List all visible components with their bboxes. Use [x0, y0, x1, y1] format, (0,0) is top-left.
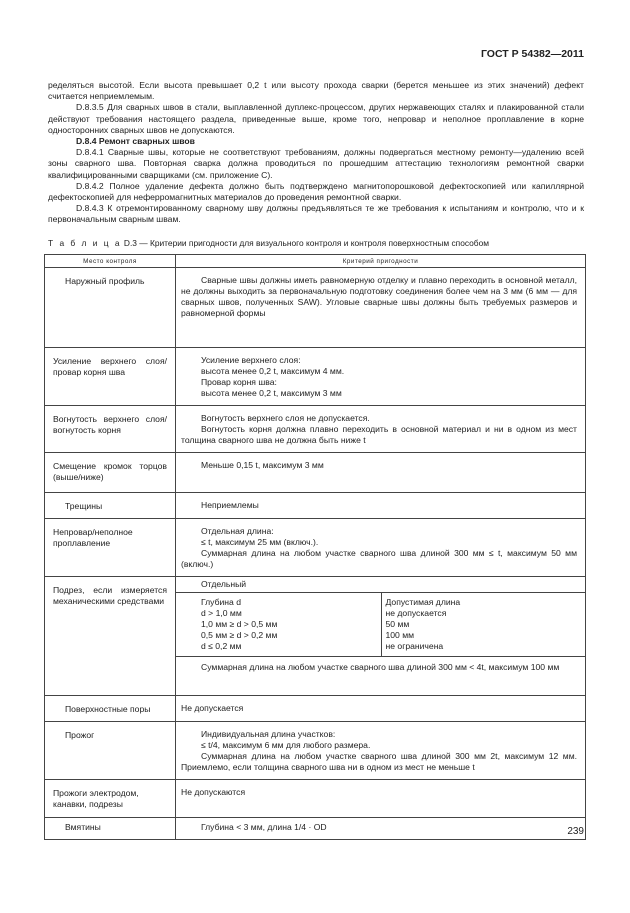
table-row	[45, 577, 586, 696]
table-row	[45, 453, 586, 493]
body-text	[48, 80, 584, 226]
paragraph-d843: D.8.4.3 К отремонтированному сварному шву должны предъявляться те же требования к испытаниям и контролю, что и к первоначальным сварным швам.	[48, 203, 584, 225]
table-row	[45, 493, 586, 519]
length-value: не допускается	[385, 608, 447, 618]
sub-header-length: Допустимая длина	[385, 597, 461, 607]
paragraph-d841: D.8.4.1 Сварные швы, которые не соответствуют требованиям, должны подвергаться местному ремонту—удалению всей зоны сварного шва. Повторная сварка должна проводиться по прошедшим аттестацию технологиям ремонтной сварки квалифицированными сварщиками (см. приложение С).	[48, 147, 584, 180]
row-location: Вмятины	[45, 818, 176, 840]
criteria-text: Не допускается	[181, 703, 244, 713]
row-criteria	[176, 722, 586, 780]
length-value: не ограничена	[385, 641, 444, 651]
depth-value: 0,5 мм ≥ d > 0,2 мм	[201, 630, 278, 640]
table-row	[45, 780, 586, 818]
row-location: Наружный профиль	[45, 268, 176, 348]
depth-value: d > 1,0 мм	[201, 608, 242, 618]
row-location: Вогнутость верхнего слоя/ вогнутость корня	[45, 406, 176, 453]
depth-column	[176, 593, 381, 657]
criteria-text: Суммарная длина на любом участке сварного шва длиной 300 мм 2t, максимум 12 мм. Приемлемо, если толщина сварного шва ни в одном из мест не меньше t	[181, 751, 577, 772]
criteria-subheading: Отдельный	[176, 577, 585, 593]
row-criteria	[176, 519, 586, 577]
criteria-text: Суммарная длина на любом участке сварного шва длиной 300 мм ≤ t, максимум 50 мм (включ.)	[181, 548, 577, 569]
row-criteria	[176, 493, 586, 519]
row-criteria	[176, 818, 586, 840]
table-row	[45, 722, 586, 780]
row-location: Подрез, если измеряется механическими средствами	[45, 577, 176, 696]
depth-value: d ≤ 0,2 мм	[201, 641, 242, 651]
criteria-text: Сварные швы должны иметь равномерную отделку и плавно переходить в основной металл, не должны выходить за первоначальную подготовку соединения более чем на 3 мм (6 мм — для сварных швов, полученных SAW). Угловые сварные швы должны быть требуемых размеров и равномерной формы	[181, 275, 577, 318]
criteria-text: Индивидуальная длина участков:	[201, 729, 336, 739]
criteria-text: Не допускаются	[181, 787, 246, 797]
criteria-text: высота менее 0,2 t, максимум 3 мм	[201, 388, 342, 398]
table-row	[176, 593, 585, 657]
table-row	[45, 696, 586, 722]
row-criteria	[176, 780, 586, 818]
criteria-text: Вогнутость корня должна плавно переходить в основной материал и ни в одном из мест толщина сварного шва не должна быть ниже t	[181, 424, 577, 445]
col-header-criteria: Критерий пригодности	[176, 255, 586, 268]
col-header-location: Место контроля	[45, 255, 176, 268]
row-criteria	[176, 348, 586, 406]
row-location: Трещины	[45, 493, 176, 519]
table-row	[45, 348, 586, 406]
criteria-text: Вогнутость верхнего слоя не допускается.	[201, 413, 370, 423]
table-header-row	[45, 255, 586, 268]
criteria-text: Суммарная длина на любом участке сварного шва длиной 300 мм < 4t, максимум 100 мм	[201, 662, 560, 672]
table-caption	[48, 238, 588, 249]
length-value: 50 мм	[385, 619, 410, 629]
criteria-text: Меньше 0,15 t, максимум 3 мм	[201, 460, 324, 470]
criteria-text: ≤ t, максимум 25 мм (включ.).	[201, 537, 319, 547]
criteria-text: Усиление верхнего слоя:	[201, 355, 301, 365]
row-criteria	[176, 268, 586, 348]
row-criteria	[176, 406, 586, 453]
criteria-text: Отдельная длина:	[201, 526, 274, 536]
length-column	[381, 593, 585, 657]
document-standard-header: ГОСТ Р 54382—2011	[480, 48, 584, 60]
section-heading-d84: D.8.4 Ремонт сварных швов	[76, 136, 195, 147]
criteria-text: ≤ t/4, максимум 6 мм для любого размера.	[201, 740, 371, 750]
criteria-text: Неприемлемы	[201, 500, 259, 510]
row-location: Смещение кромок торцов (выше/ниже)	[45, 453, 176, 493]
row-location: Прожог	[45, 722, 176, 780]
sub-header-depth: Глубина d	[201, 597, 241, 607]
undercut-depth-table	[176, 593, 585, 657]
table-caption-text: D.3 — Критерии пригодности для визуального контроля и контроля поверхностным способом	[121, 238, 490, 248]
paragraph-continuation: ределяться высотой. Если высота превышает 0,2 t или высоту прохода сварки (берется меньшее из этих значений) дефект считается неприемлемым.	[48, 80, 584, 102]
page-number: 239	[567, 826, 584, 837]
row-location: Непровар/неполное проплавление	[45, 519, 176, 577]
paragraph-d835: D.8.3.5 Для сварных швов в стали, выплавленной дуплекс-процессом, других нержавеющих сталях и плакированной стали действуют требования настоящего раздела, приведенные выше, кроме того, непровар и неполное проплавление в корне односторонних сварных швов не допускаются.	[48, 102, 584, 135]
table-caption-label: Т а б л и ц а	[48, 238, 122, 248]
row-location: Поверхностные поры	[45, 696, 176, 722]
table-row	[45, 406, 586, 453]
table-row	[45, 519, 586, 577]
depth-value: 1,0 мм ≥ d > 0,5 мм	[201, 619, 278, 629]
row-criteria	[176, 696, 586, 722]
row-location: Усиление верхнего слоя/провар корня шва	[45, 348, 176, 406]
row-criteria	[176, 453, 586, 493]
length-value: 100 мм	[385, 630, 415, 640]
table-row	[45, 818, 586, 840]
criteria-text: Провар корня шва:	[201, 377, 277, 387]
criteria-text: Глубина < 3 мм, длина 1/4 · OD	[201, 822, 327, 832]
criteria-table	[44, 254, 586, 840]
criteria-text: высота менее 0,2 t, максимум 4 мм.	[201, 366, 345, 376]
table-row	[45, 268, 586, 348]
row-criteria	[176, 577, 586, 696]
row-location: Прожоги электродом, канавки, подрезы	[45, 780, 176, 818]
paragraph-d842: D.8.4.2 Полное удаление дефекта должно быть подтверждено магнитопорошковой дефектоскопией или капиллярной дефектоскопией для неферромагнитных материалов до проведения ремонтной сварки.	[48, 180, 584, 203]
